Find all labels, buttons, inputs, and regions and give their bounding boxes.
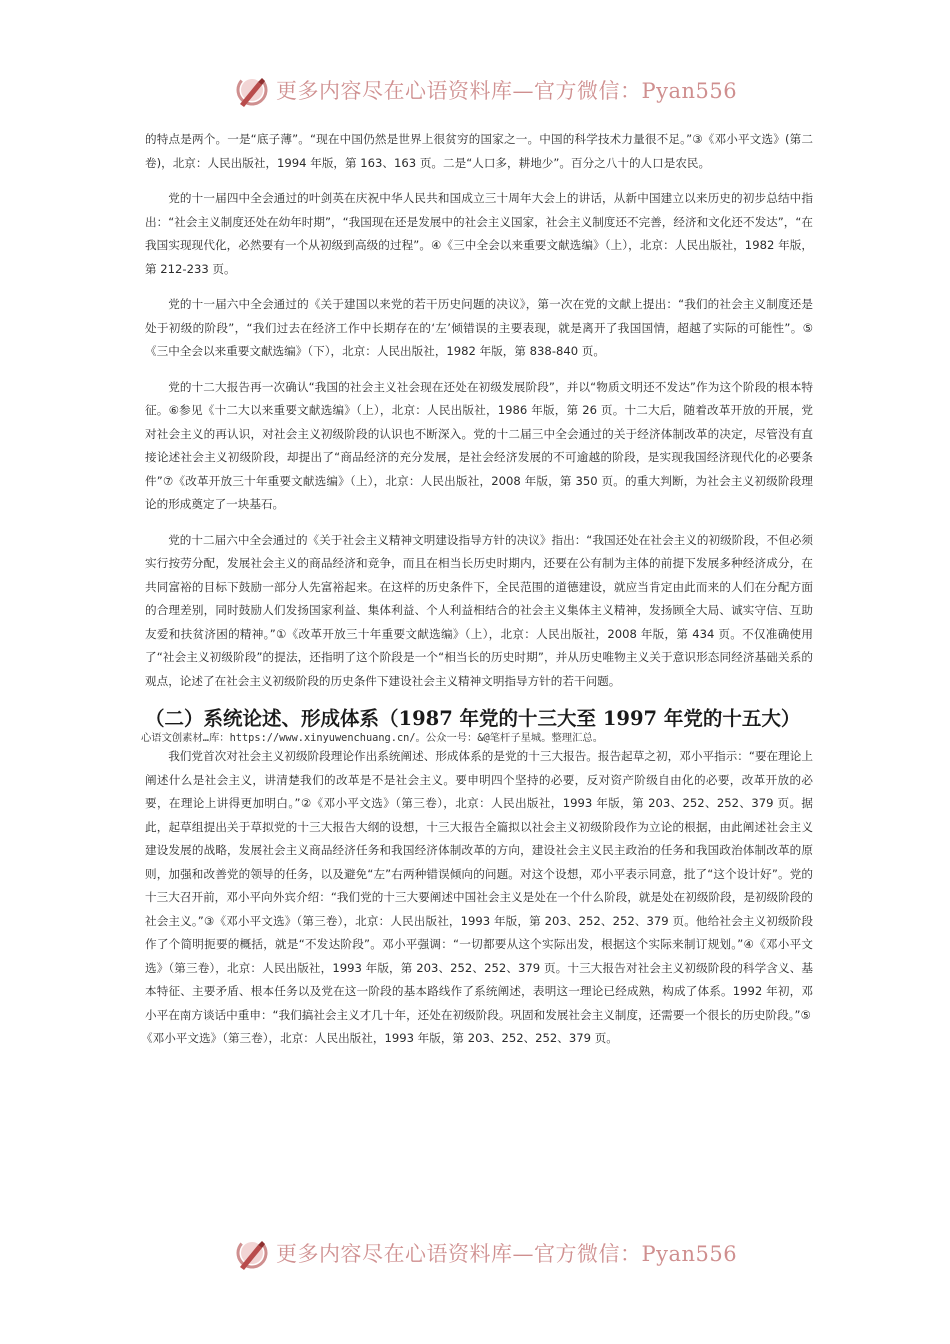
paragraph-12th-congress: 党的十二大报告再一次确认“我国的社会主义社会现在还处在初级发展阶段”，并以“物质文明还不发达”作为这个阶段的根本特征。⑥参见《十二大以来重要文献选编》（上），北京：人民出版社，1986 年版，第 26 页。十二大后，随着改革开放的开展，党对社会主义的再认识，对社会主义初级阶段的认识也不断深入。党的十二届三中全会通过的关于经济体制改革的决定，尽管没有直接论述社会主义初级阶段，却提出了“商品经济的充分发展，是社会经济发展的不可逾越的阶段，是实现我国经济现代化的必要条件”⑦《改革开放三十年重要文献选编》（上），北京：人民出版社，2008 年版，第 350 页。的重大判断，为社会主义初级阶段理论的形成奠定了一块基石。 [145,379,813,511]
pen-logo-icon [232,70,272,110]
section-heading: （二）系统论述、形成体系（1987 年党的十三大至 1997 年党的十五大） [145,707,801,730]
paragraph-continued: 的特点是两个。一是“底子薄”。“现在中国仍然是世界上很贫穷的国家之一。中国的科学技术力量很不足。”③《邓小平文选》(第二卷)，北京：人民出版社，1994 年版，第 163、163 页。二是“人口多，耕地少”。百分之八十的人口是农民。 [145,132,813,170]
pen-logo-icon [232,1233,272,1273]
banner-text: 更多内容尽在心语资料库—官方微信：Pyan556 [276,79,738,103]
footer-banner [232,1233,752,1273]
paragraph-13th-congress: 我们党首次对社会主义初级阶段理论作出系统阐述、形成体系的是党的十三大报告。报告起草之初，邓小平指示：“要在理论上阐述什么是社会主义，讲清楚我们的改革是不是社会主义。要申明四个坚持的必要，反对资产阶级自由化的必要，改革开放的必要，在理论上讲得更加明白。”②《邓小平文选》（第三卷），北京：人民出版社，1993 年版，第 203、252、252、379 页。据此，起草组提出关于草拟党的十三大报告大纲的设想，十三大报告全篇拟以社会主义初级阶段作为立论的根据，由此阐述社会主义建设发展的战略，发展社会主义商品经济任务和我国经济体制改革的方向，建设社会主义民主政治的任务和我国政治体制改革的原则，加强和改善党的领导的任务，以及避免“左”右两种错误倾向的问题。对这个设想，邓小平表示同意，批了“这个设计好”。党的十三大召开前，邓小平向外宾介绍：“我们党的十三大要阐述中国社会主义是处在一个什么阶段，就是处在初级阶段，是初级阶段的社会主义。”③《邓小平文选》（第三卷），北京：人民出版社，1993 年版，第 203、252、252、379 页。他给社会主义初级阶段作了个简明扼要的概括，就是“不发达阶段”。邓小平强调：“一切都要从这个实际出发，根据这个实际来制订规划。”④《邓小平文选》（第三卷），北京：人民出版社，1993 年版，第 203、252、252、379 页。十三大报告对社会主义初级阶段的科学含义、基本特征、主要矛盾、根本任务以及党在这一阶段的基本路线作了系统阐述，表明这一理论已经成熟，构成了体系。1992 年初，邓小平在南方谈话中重申：“我们搞社会主义才几十年，还处在初级阶段。巩固和发展社会主义制度，还需要一个很长的历史阶段。”⑤ [145,749,813,1022]
banner-text: 更多内容尽在心语资料库—官方微信：Pyan556 [276,1242,738,1266]
paragraph-12th-6th-plenum: 党的十二届六中全会通过的《关于社会主义精神文明建设指导方针的决议》指出：“我国还处在社会主义的初级阶段，不但必须实行按劳分配，发展社会主义的商品经济和竞争，而且在相当长历史时期内，还要在公有制为主体的前提下发展多种经济成分，在共同富裕的目标下鼓励一部分人先富裕起来。在这样的历史条件下，全民范围的道德建设，就应当肯定由此而来的人们在分配方面的合理差别，同时鼓励人们发扬国家利益、集体利益、个人利益相结合的社会主义集体主义精神，发扬顾全大局、诚实守信、互助友爱和扶贫济困的精神。”①《改革开放三十年重要文献选编》（上），北京：人民出版社，2008 年版，第 434 页。不仅准确使用了“社会主义初级阶段”的提法，还指明了这个阶段是一个“相当长的历史时期”，并从历史唯物主义关于意识形态同经济基础关系的观点，论述了在社会主义初级阶段的历史条件下建设社会主义精神文明指导方针的若干问题。 [145,532,813,688]
header-banner [232,70,752,110]
paragraph-11th-6th-plenum: 党的十一届六中全会通过的《关于建国以来党的若干历史问题的决议》，第一次在党的文献上提出：“我们的社会主义制度还是处于初级的阶段”，“我们过去在经济工作中长期存在的‘左’倾错误的主要表现，就是离开了我国国情，超越了实际的可能性”。⑤《三中全会以来重要文献选编》（下），北京：人民出版社，1982 年版，第 838-840 页。 [145,297,813,358]
paragraph-11th-4th-plenum: 党的十一届四中全会通过的叶剑英在庆祝中华人民共和国成立三十周年大会上的讲话，从新中国建立以来历史的初步总结中指出：“社会主义制度还处在幼年时期”，“我国现在还是发展中的社会主义国家，社会主义制度还不完善，经济和文化还不发达”，“在我国实现现代化，必然要有一个从初级到高级的过程”。④《三中全会以来重要文献选编》（上），北京：人民出版社，1982 年版，第 212-233 页。 [145,191,813,276]
paragraph-footnote-tail: 《邓小平文选》（第三卷），北京：人民出版社，1993 年版，第 203、252、252、379 页。 [141,1031,618,1045]
source-watermark-note: 心语文创素材…库：https://www.xinyuwenchuang.cn/。公众一号：&@笔杆子星城。整理汇总。 [141,732,603,744]
document-body [141,128,813,1051]
